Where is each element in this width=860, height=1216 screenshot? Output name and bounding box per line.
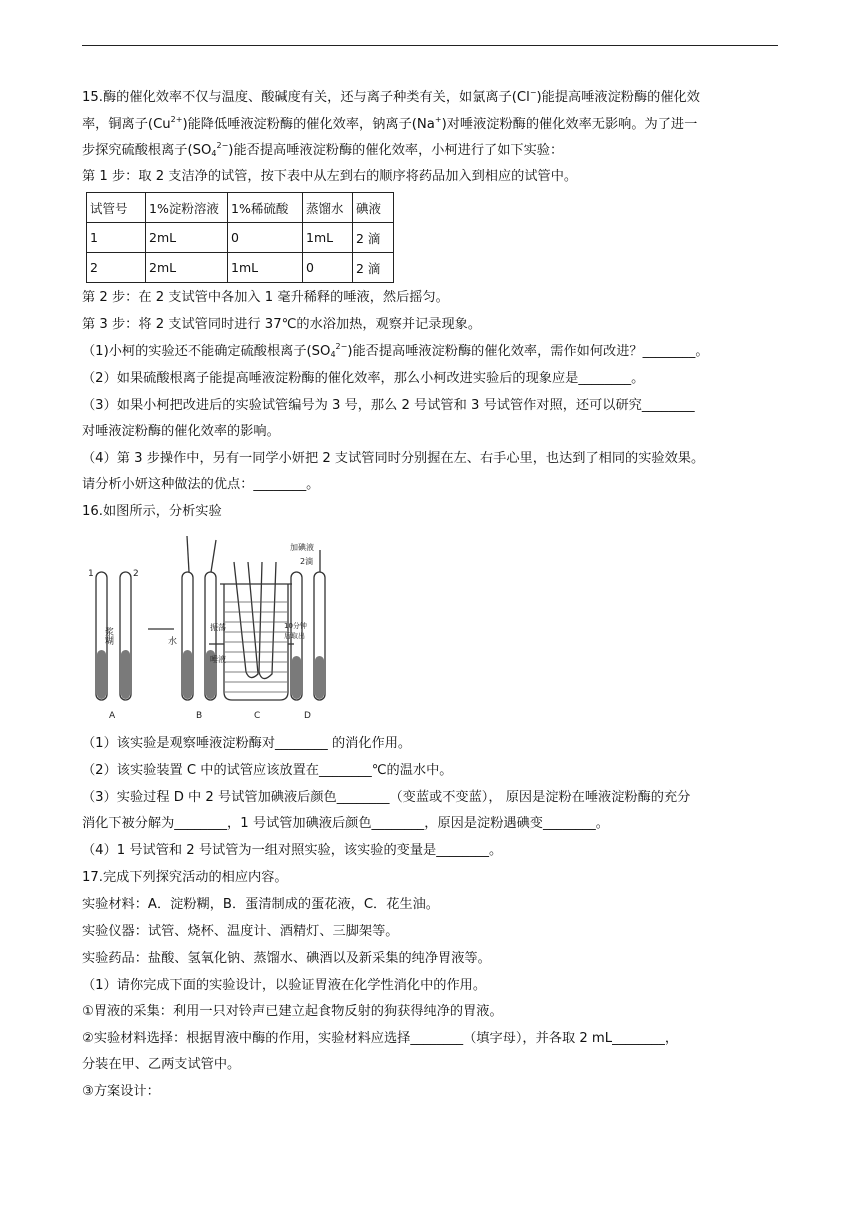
- q15-sub-3b: 对唾液淀粉酶的催化效率的影响。: [82, 424, 280, 439]
- experiment-figure: [84, 532, 344, 722]
- q17-sub-1: （1）请你完成下面的实验设计，以验证胃液在化学性消化中的作用。: [82, 978, 487, 993]
- q15-sub-4b: 请分析小妍这种做法的优点：________。: [82, 477, 320, 492]
- table-row: [87, 223, 394, 253]
- table-cell: 1mL: [303, 223, 353, 253]
- reagent-table: [86, 192, 394, 283]
- q16-sub-1: （1）该实验是观察唾液淀粉酶对________ 的消化作用。: [82, 736, 412, 751]
- q17-reagents: 实验药品：盐酸、氢氧化钠、蒸馏水、碘酒以及新采集的纯净胃液等。: [82, 951, 491, 966]
- label-n1: 1: [88, 569, 94, 579]
- label-shui: 水: [168, 637, 178, 647]
- q16-title: 16.如图所示，分析实验: [82, 504, 222, 519]
- label-tuoye: 唾液: [210, 655, 226, 664]
- q17-circle-3: ③方案设计：: [82, 1084, 160, 1099]
- label-n2: 2: [133, 569, 139, 579]
- table-header-cell: 蒸馏水: [303, 193, 353, 223]
- table-cell: 0: [303, 253, 353, 283]
- label-qu-chu: 后取出: [284, 632, 305, 640]
- table-header-cell: 1%淀粉溶液: [146, 193, 228, 223]
- label-D: D: [304, 711, 311, 721]
- q16-sub-3a: （3）实验过程 D 中 2 号试管加碘液后颜色________（变蓝或不变蓝）， 原因是淀粉在唾液淀粉酶的充分: [82, 790, 691, 805]
- table-header-cell: 碘液: [353, 193, 394, 223]
- q16-sub-2: （2）该实验装置 C 中的试管应该放置在________℃的温水中。: [82, 763, 453, 778]
- table-cell: 2mL: [146, 223, 228, 253]
- table-header-row: [87, 193, 394, 223]
- table-cell: 2: [87, 253, 146, 283]
- table-header-cell: 1%稀硫酸: [228, 193, 303, 223]
- table-cell: 1: [87, 223, 146, 253]
- label-two-drops: 2滴: [300, 557, 314, 566]
- q15-sub-2: （2）如果硫酸根离子能提高唾液淀粉酶的催化效率，那么小柯改进实验后的现象应是________。: [82, 371, 645, 386]
- q15-line-1: 15.酶的催化效率不仅与温度、酸碱度有关，还与离子种类有关，如氯离子(Cl−)能提高唾液淀粉酶的催化效: [82, 88, 700, 105]
- label-zhendang: 振荡: [210, 623, 226, 632]
- table-cell: 1mL: [228, 253, 303, 283]
- table-header-cell: 试管号: [87, 193, 146, 223]
- label-C: C: [254, 711, 261, 721]
- q17-instruments: 实验仪器：试管、烧杯、温度计、酒精灯、三脚架等。: [82, 924, 399, 939]
- experiment-diagram: [84, 532, 344, 722]
- q15-sub-3a: （3）如果小柯把改进后的实验试管编号为 3 号，那么 2 号试管和 3 号试管作对照，还可以研究________: [82, 398, 695, 413]
- table-cell: 2 滴: [353, 253, 394, 283]
- label-ten-min: 10分钟: [284, 622, 307, 630]
- q15-line-3: 步探究硫酸根离子$(SO_4^{2-})$能否提高唾液淀粉酶的催化效率，小柯进行了如下实验：: [82, 141, 564, 158]
- label-A: A: [109, 711, 116, 721]
- q16-sub-3b: 消化下被分解为________，1 号试管加碘液后颜色________，原因是淀粉遇碘变________。: [82, 816, 609, 831]
- q17-circle-1: ①胃液的采集：利用一只对铃声已建立起食物反射的狗获得纯净的胃液。: [82, 1004, 503, 1019]
- q17-title: 17.完成下列探究活动的相应内容。: [82, 870, 288, 885]
- label-jiadianye: 加碘液: [290, 543, 314, 552]
- q17-materials: 实验材料：A．淀粉糊，B．蛋清制成的蛋花液，C．花生油。: [82, 897, 439, 912]
- q15-step-3: 第 3 步：将 2 支试管同时进行 37℃的水浴加热，观察并记录现象。: [82, 317, 482, 332]
- label-jianghu: 浆糊: [103, 627, 113, 645]
- q15-sub-1: （1)小柯的实验还不能确定硫酸根离子$(SO_4^{2-})$能否提高唾液淀粉酶的催化效率，需作如何改进？________。: [82, 342, 709, 359]
- q16-sub-4: （4）1 号试管和 2 号试管为一组对照实验，该实验的变量是________。: [82, 843, 503, 858]
- q15-sub-4a: （4）第 3 步操作中，另有一同学小妍把 2 支试管同时分别握在左、右手心里，也达到了相同的实验效果。: [82, 451, 705, 466]
- table-cell: 0: [228, 223, 303, 253]
- table-cell: 2 滴: [353, 223, 394, 253]
- q15-line-2: 率，铜离子$(Cu^{2+})$能降低唾液淀粉酶的催化效率，钠离子(Na+)对唾液淀粉酶的催化效率无影响。为了进一: [82, 115, 698, 132]
- table-row: [87, 253, 394, 283]
- q17-circle-2a: ②实验材料选择：根据胃液中酶的作用，实验材料应选择________（填字母），并各取 2 mL________，: [82, 1031, 679, 1046]
- q15-step-2: 第 2 步：在 2 支试管中各加入 1 毫升稀释的唾液，然后摇匀。: [82, 290, 449, 305]
- label-B: B: [196, 711, 203, 721]
- header-rule: [82, 45, 778, 46]
- q17-circle-2b: 分装在甲、乙两支试管中。: [82, 1057, 241, 1072]
- table-cell: 2mL: [146, 253, 228, 283]
- q15-step-1: 第 1 步：取 2 支洁净的试管，按下表中从左到右的顺序将药品加入到相应的试管中。: [82, 169, 578, 184]
